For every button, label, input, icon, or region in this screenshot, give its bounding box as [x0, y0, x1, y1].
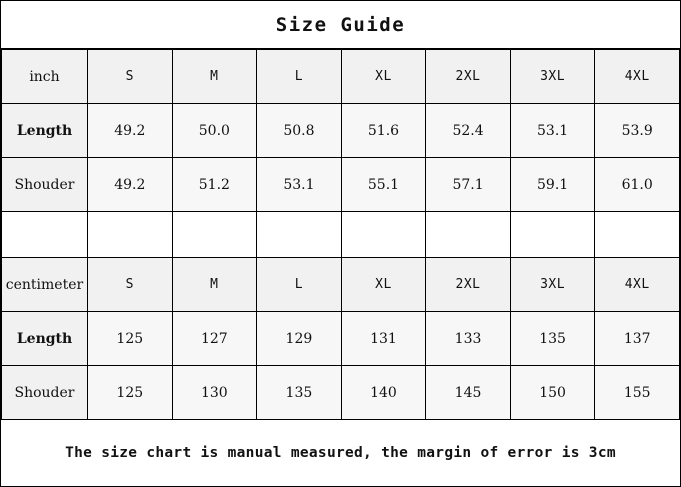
measurement-cell: 130	[172, 366, 257, 420]
table-spacer-row	[2, 212, 680, 258]
measurement-cell: 125	[88, 366, 173, 420]
size-column-header: M	[172, 50, 257, 104]
size-column-header: 3XL	[510, 50, 595, 104]
measurement-cell: 50.0	[172, 104, 257, 158]
size-column-header: L	[257, 50, 342, 104]
spacer-cell	[257, 212, 342, 258]
measurement-cell: 59.1	[510, 158, 595, 212]
measurement-cell: 140	[341, 366, 426, 420]
spacer-cell	[172, 212, 257, 258]
measurement-cell: 49.2	[88, 158, 173, 212]
spacer-cell	[595, 212, 680, 258]
size-column-header: 2XL	[426, 50, 511, 104]
measurement-cell: 145	[426, 366, 511, 420]
size-table-inch	[1, 49, 680, 420]
measurement-cell: 135	[257, 366, 342, 420]
spacer-cell	[2, 212, 88, 258]
table-row	[2, 366, 680, 420]
size-column-header: L	[257, 258, 342, 312]
unit-label-inch: inch	[2, 50, 88, 104]
measurement-cell: 155	[595, 366, 680, 420]
size-column-header: 3XL	[510, 258, 595, 312]
table-row	[2, 158, 680, 212]
measurement-cell: 137	[595, 312, 680, 366]
measurement-cell: 133	[426, 312, 511, 366]
page-title: Size Guide	[1, 1, 680, 49]
measurement-cell: 51.2	[172, 158, 257, 212]
measurement-cell: 57.1	[426, 158, 511, 212]
measurement-cell: 127	[172, 312, 257, 366]
footer-note: The size chart is manual measured, the margin of error is 3cm	[65, 445, 616, 461]
row-label: Shouder	[2, 158, 88, 212]
spacer-cell	[341, 212, 426, 258]
measurement-cell: 55.1	[341, 158, 426, 212]
size-column-header: XL	[341, 258, 426, 312]
unit-label-centimeter: centimeter	[2, 258, 88, 312]
measurement-cell: 129	[257, 312, 342, 366]
size-column-header: 4XL	[595, 258, 680, 312]
measurement-cell: 135	[510, 312, 595, 366]
measurement-cell: 53.9	[595, 104, 680, 158]
table-header-row-inch	[2, 50, 680, 104]
measurement-cell: 50.8	[257, 104, 342, 158]
row-label: Shouder	[2, 366, 88, 420]
size-column-header: S	[88, 258, 173, 312]
measurement-cell: 150	[510, 366, 595, 420]
spacer-cell	[88, 212, 173, 258]
measurement-cell: 51.6	[341, 104, 426, 158]
row-label: Length	[2, 104, 88, 158]
spacer-cell	[426, 212, 511, 258]
measurement-cell: 49.2	[88, 104, 173, 158]
table-row	[2, 312, 680, 366]
measurement-cell: 131	[341, 312, 426, 366]
size-column-header: 4XL	[595, 50, 680, 104]
size-column-header: 2XL	[426, 258, 511, 312]
table-header-row-centimeter	[2, 258, 680, 312]
measurement-cell: 125	[88, 312, 173, 366]
spacer-cell	[510, 212, 595, 258]
size-column-header: S	[88, 50, 173, 104]
table-row	[2, 104, 680, 158]
measurement-cell: 53.1	[510, 104, 595, 158]
measurement-cell: 61.0	[595, 158, 680, 212]
measurement-cell: 53.1	[257, 158, 342, 212]
measurement-cell: 52.4	[426, 104, 511, 158]
size-column-header: M	[172, 258, 257, 312]
size-column-header: XL	[341, 50, 426, 104]
row-label: Length	[2, 312, 88, 366]
